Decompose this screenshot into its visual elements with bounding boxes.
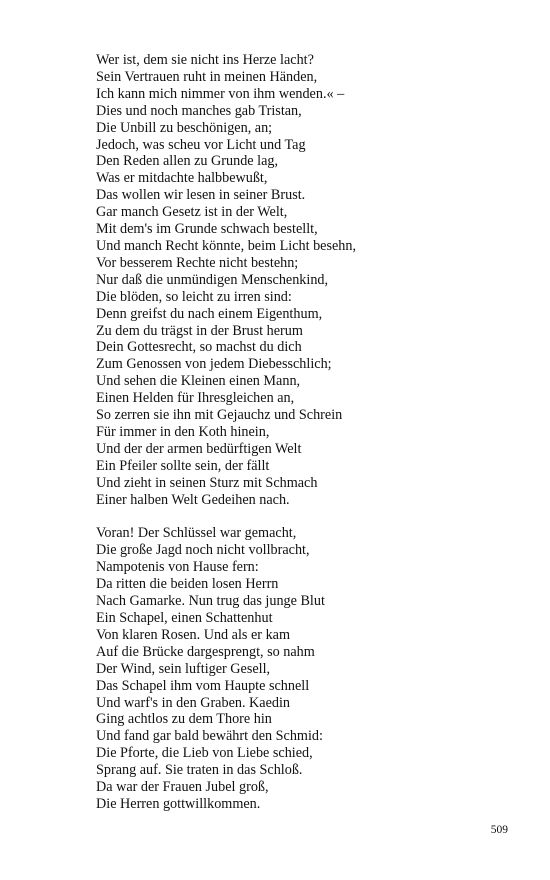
verse-line: Das Schapel ihm vom Haupte schnell: [96, 677, 310, 694]
verse-line: Die große Jagd noch nicht vollbracht,: [96, 542, 310, 559]
verse-line: Die Herren gottwillkommen.: [96, 795, 261, 812]
verse-line: Und warf's in den Graben. Kaedin: [96, 694, 291, 711]
verse-line: Auf die Brücke dargesprengt, so nahm: [96, 643, 315, 660]
verse-line: Und sehen die Kleinen einen Mann,: [96, 373, 301, 390]
verse-line: Denn greifst du nach einem Eigenthum,: [96, 305, 323, 322]
verse-line: Und fand gar bald bewährt den Schmid:: [96, 728, 323, 745]
verse-line: Zum Genossen von jedem Diebesschlich;: [96, 356, 332, 373]
verse-line: Dies und noch manches gab Tristan,: [96, 102, 302, 119]
verse-line: Das wollen wir lesen in seiner Brust.: [96, 187, 306, 204]
verse-line: Sein Vertrauen ruht in meinen Händen,: [96, 68, 318, 85]
verse-line: Die Unbill zu beschönigen, an;: [96, 119, 273, 136]
verse-line: So zerren sie ihn mit Gejauchz und Schrein: [96, 407, 343, 424]
verse-line: Ging achtlos zu dem Thore hin: [96, 711, 272, 728]
verse-line: Den Reden allen zu Grunde lag,: [96, 153, 279, 170]
verse-line: Voran! Der Schlüssel war gemacht,: [96, 525, 297, 542]
verse-line: Was er mitdachte halbbewußt,: [96, 170, 268, 187]
verse-line: Ein Pfeiler sollte sein, der fällt: [96, 457, 270, 474]
verse-line: Vor besserem Rechte nicht bestehn;: [96, 254, 299, 271]
verse-line: Einen Helden für Ihresgleichen an,: [96, 390, 295, 407]
verse-line: Nur daß die unmündigen Menschenkind,: [96, 271, 329, 288]
stanza: [96, 52, 516, 508]
verse-line: Da war der Frauen Jubel groß,: [96, 779, 269, 796]
verse-line: Zu dem du trägst in der Brust herum: [96, 322, 303, 339]
verse-line: Da ritten die beiden losen Herrn: [96, 576, 279, 593]
page-number: 509: [490, 824, 508, 836]
verse-line: Mit dem's im Grunde schwach bestellt,: [96, 221, 318, 238]
verse-line: Jedoch, was scheu vor Licht und Tag: [96, 136, 306, 153]
verse-line: Sprang auf. Sie traten in das Schloß.: [96, 762, 303, 779]
verse-line: Einer halben Welt Gedeihen nach.: [96, 491, 290, 508]
verse-line: Gar manch Gesetz ist in der Welt,: [96, 204, 288, 221]
verse-line: Nach Gamarke. Nun trug das junge Blut: [96, 593, 325, 610]
verse-line: Ich kann mich nimmer von ihm wenden.« –: [96, 85, 345, 102]
verse-line: Und manch Recht könnte, beim Licht besehn,: [96, 237, 357, 254]
verse-line: Der Wind, sein luftiger Gesell,: [96, 660, 271, 677]
poem-text: [96, 52, 516, 813]
verse-line: Von klaren Rosen. Und als er kam: [96, 626, 290, 643]
stanza: [96, 525, 516, 812]
verse-line: Dein Gottesrecht, so machst du dich: [96, 339, 302, 356]
verse-line: Die Pforte, die Lieb von Liebe schied,: [96, 745, 313, 762]
verse-line: Ein Schapel, einen Schattenhut: [96, 610, 273, 626]
verse-line: Die blöden, so leicht zu irren sind:: [96, 288, 292, 305]
verse-line: Wer ist, dem sie nicht ins Herze lacht?: [96, 52, 314, 68]
verse-line: Für immer in den Koth hinein,: [96, 423, 270, 440]
verse-line: Und zieht in seinen Sturz mit Schmach: [96, 474, 318, 491]
verse-line: Und der der armen bedürftigen Welt: [96, 440, 302, 457]
verse-line: Nampotenis von Hause fern:: [96, 559, 259, 576]
